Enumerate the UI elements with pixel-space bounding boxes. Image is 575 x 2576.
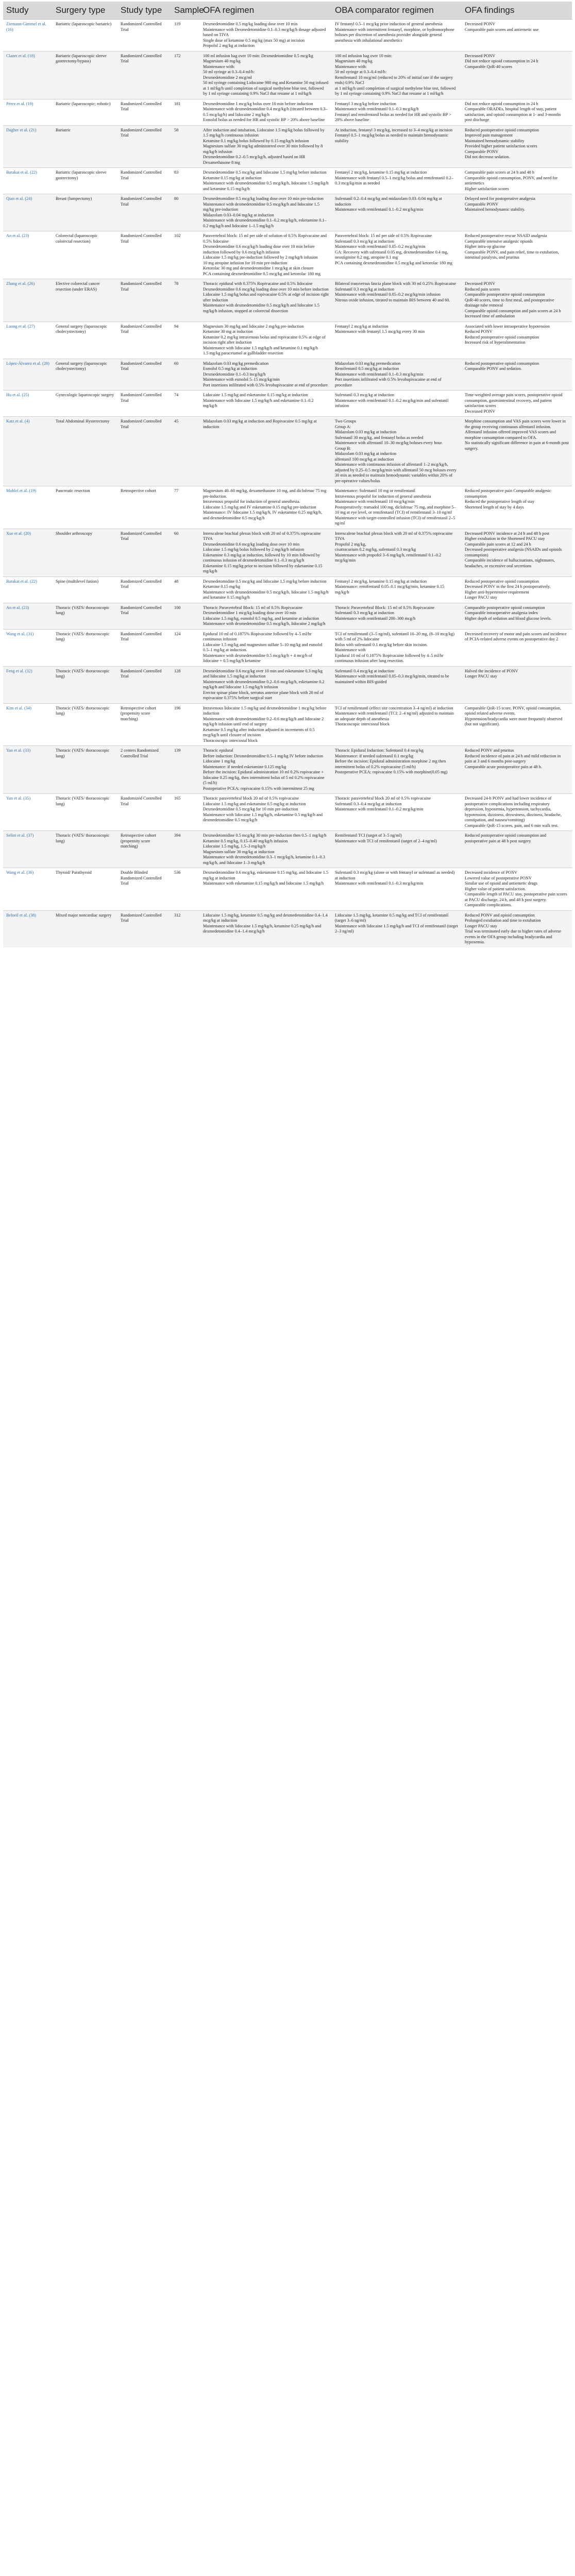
study-cell[interactable]: Hu et al. (25) [3, 391, 53, 417]
ofa-regimen-cell: Dexmedetomidine 0.5 mcg/kg loading dose over 10 min pre-induction Maintenance with dexmedetomidine 0.5 mcg/kg/h and lidocaine 1.5 mg/kg pre-induction Midazolam 0.03–0.04 mg/kg at induction Maintenance with dexmedetomidine 0.1–0.2 mcg/kg/h, esketamine 0.1–0.2 mg/kg/h and lidocaine 1–1.5 mg/kg/h [200, 194, 332, 231]
ofa-findings-cell: Delayed need for postoperative analgesia Comparable PONV Maintained hemodynamic stability. [462, 194, 572, 231]
study-cell[interactable]: Feng et al. (32) [3, 666, 53, 703]
sample-cell: 60 [171, 359, 200, 391]
table-row [3, 168, 572, 194]
study-type-cell: Retrospective cohort (propensity score matching) [117, 703, 171, 746]
ofa-regimen-cell: Dexmedetomidine 0.5 mcg/kg and lidocaine 1.5 mg/kg before induction Ketamine 0.15 mg/kg at induction Maintenance with dexmedetomidine 0.5 mcg/kg/h, lidocaine 1.5 mg/kg/h and ketamine 0.15 mg/kg/h [200, 168, 332, 194]
ofa-regimen-cell: Dexmedetomidine 0.6 mcg/kg over 10 min and esketamine 0.3 mg/kg and lidocaine 1.5 mg/kg at induction Maintenance with dexmedetomidine 0.2–0.6 mcg/kg/h, esketamine 0.2 mg/kg/h and lidocaine 1.5 mg/kg/h infusion Erector spinae plane block, serratus anterior plane block with 20 ml of ropivacaine 0.375% before surgical start [200, 666, 332, 703]
study-cell[interactable]: Barakat et al. (22) [3, 168, 53, 194]
ofa-findings-cell: Reduced PONV and opioid consumption Prolonged extubation and time to extubation Longer PACU stay Trial was terminated early due to higher rates of adverse events in the OFA group including bradycardia and hypoxemia. [462, 910, 572, 947]
study-type-cell: Randomized Controlled Trial [117, 529, 171, 577]
surgery-type-cell: General surgery (laparoscopic cholecystectomy) [53, 359, 117, 391]
study-type-cell: Randomized Controlled Trial [117, 391, 171, 417]
oba-regimen-cell: Midazolam 0.03 mg/kg premedication Remifentanil 0.5 mcg/kg at induction Maintenance with remifentanil 0.1–0.3 mcg/kg/min Port insertions infiltrated with 0.5% levobupivacaine at end of procedure [332, 359, 462, 391]
study-cell[interactable]: Yan et al. (35) [3, 794, 53, 831]
ofa-regimen-cell: 100 ml infusion bag over 10 min: Dexmedetomidine 0.5 mcg/kg Magnesium 40 mg/kg Maintenance with: 50 ml syringe at 0.3–0.4 ml/h: Dexmedetomidine 2 mcg/ml 50 ml syringe containing Lidocaine 980 mg and Ketamine 50 mg infused at 1 ml/kg/h until completion of surgical methylene blue test, followed by 1 ml syringe containing 0.9% NaCl that resume at 1 ml/kg/h [200, 51, 332, 99]
oba-regimen-cell: Sufentanil 0.3 mcg/kg at induction Maintenance with remifentanil 0.1–0.2 mcg/kg/min and sufentanil infusion [332, 391, 462, 417]
surgery-type-cell: Breast (lumpectomy) [53, 194, 117, 231]
ofa-findings-cell: Morphine consumption and VAS pain scores were lower in the group receiving continuous alfentanil infusion. Alfentanil infusion offered improved VAS scores and morphine consumption compared to OFA. No statistically significant difference in pain at 6-month post surgery. [462, 417, 572, 486]
study-cell[interactable]: Wang et al. (36) [3, 868, 53, 911]
surgery-type-cell: Shoulder arthroscopy [53, 529, 117, 577]
study-type-cell: Randomized Controlled Trial [117, 231, 171, 279]
study-cell[interactable]: Mohlel et al. (19) [3, 486, 53, 529]
surgery-type-cell: Gynecologic laparoscopic surgery [53, 391, 117, 417]
study-cell[interactable]: Wang et al. (31) [3, 629, 53, 666]
oba-regimen-cell: Maintenance: Sufentanil 10 mg or remifentanil Intravenous propofol for induction of general anesthesia Maintenance with remifentanil 10 mcg/kg/min Postoperatively: tramadol 100 mg, diclofenac 75 mg, and morphine 5–10 mg at eye level, or remifentanil (TCI) of remifentanil 3–10 ng/ml Maintenance with target-controlled infusion (TCI) of remifentanil 2–5 ng/ml [332, 486, 462, 529]
ofa-findings-cell: Decreased 24-h PONV and had lower incidence of postoperative complications including respiratory depression, hypoxemia, hypertension, tachycardia, hypotension, dizziness, drowsiness, dizziness, headache, constipation, and nausea/vomiting) Comparable QoR-15 scores, pain, and 6 min walk test. [462, 794, 572, 831]
header-study: Study [3, 2, 53, 20]
sample-cell: 124 [171, 629, 200, 666]
ofa-findings-cell: Decreased PONV incidence at 24 h and 48 h post Higher extubation in the Shortened PACU stay Comparable pain scores at 12 and 24 h Decreased postoperative analgesia (NSAIDs and opioids consumption) Comparable incidence of hallucinations, nightmares, headaches, or excessive oral secretions [462, 529, 572, 577]
table-row [3, 486, 572, 529]
study-cell[interactable]: An et al. (23) [3, 603, 53, 629]
study-type-cell: Double Blinded Randomized Controlled Trial [117, 868, 171, 911]
ofa-findings-cell: Reduced postoperative pain Comparable analgesic consumption Reduced the postoperative length of stay Shortened length of stay by 4 days [462, 486, 572, 529]
sample-cell: 74 [171, 391, 200, 417]
surgery-type-cell: Bariatric (laparoscopic; robotic) [53, 99, 117, 125]
study-type-cell: Randomized Controlled Trial [117, 417, 171, 486]
studies-table [3, 2, 572, 947]
table-row [3, 20, 572, 52]
surgery-type-cell: Thoracic (VATS/ thoracoscopic lung) [53, 831, 117, 868]
study-type-cell: Randomized Controlled Trial [117, 629, 171, 666]
ofa-findings-cell: Comparable QoR-15 score, PONV, opioid consumption, opioid related adverse events. Hypotension/bradycardia were more frequently observed (but not significant). [462, 703, 572, 746]
sample-cell: 139 [171, 746, 200, 794]
ofa-findings-cell: Decreased recovery of motor and pain scores and incidence of PCIA-related adverse events on postoperative day 2 [462, 629, 572, 666]
table-row [3, 391, 572, 417]
oba-regimen-cell: Thoracic Paravertebral Block: 15 ml of 0.5% Ropivacaine Sufentanil 0.3 mcg/kg at induction Maintenance with remifentanil 200–300 mcg/h [332, 603, 462, 629]
study-cell[interactable]: An et al. (23) [3, 231, 53, 279]
surgery-type-cell: Thoracic (VATS/ thoracoscopic lung) [53, 603, 117, 629]
oba-regimen-cell: Lidocaine 1.5 mg/kg, ketamine 0.5 mg/kg and TCI of remifentanil (target 3–6 ng/ml) Maintenance with lidocaine 1.5 mg/kg/h and TCI of remifentanil (target 2–3 ng/ml) [332, 910, 462, 947]
study-cell[interactable]: Luong et al. (27) [3, 321, 53, 359]
ofa-regimen-cell: Magnesium 40–60 mg/kg, dexamethasone 10 mg, and diclofenac 75 mg pre-induction. Intravenous propofol for induction of general anesthesia. Lidocaine 1.5 mg/kg and IV esketamine 0.15 mg/kg pre-induction Maintenance: IV lidocaine 1.5 mg/kg/h, IV esketamine 0.25 mg/kg/h, and dexmedetomidine 0.5 mcg/kg/h [200, 486, 332, 529]
table-row [3, 125, 572, 168]
study-type-cell: Retrospective cohort [117, 486, 171, 529]
oba-regimen-cell: 100 ml infusion bag over 10 min: Magnesium 40 mg/kg Maintenance with: 50 ml syringe at 0.3–0.4 ml/h: Remifentanil 10 mcg/ml (reduced to 20% of initial rate if the surgery ends) 0.9% NaCl at 1 ml/kg/h until completion of surgical methylene blue test, followed by 1 ml syringe containing 0.9% NaCl that resume at 1 ml/kg/h [332, 51, 462, 99]
table-row [3, 629, 572, 666]
surgery-type-cell: Thoracic (VATS/ thoracoscopic lung) [53, 629, 117, 666]
table-row [3, 703, 572, 746]
study-type-cell: Randomized Controlled Trial [117, 794, 171, 831]
ofa-regimen-cell: Magnesium 30 mg/kg and lidocaine 2 mg/kg pre-induction Ketamine 30 mg at induction Ketamine 0.2 mg/kg intravenous bolus and ropivacaine 0.5% at edge of incision right after induction Maintenance with lidocaine 1.5 mg/kg/h and ketamine 0.1 mg/kg/h 1.5 mg/kg paracetamol at gallbladder resection [200, 321, 332, 359]
sample-cell: 312 [171, 910, 200, 947]
sample-cell: 128 [171, 666, 200, 703]
study-cell[interactable]: Pérez et al. (19) [3, 99, 53, 125]
ofa-regimen-cell: Lidocaine 1.5 mg/kg, ketamine 0.5 mg/kg and dexmedetomidine 0.4–1.4 mcg/kg at induction Maintenance with lidocaine 1.5 mg/kg/h, ketamine 0.25 mg/kg/h and dexmedetomidine 0.4–1.4 mcg/kg/h [200, 910, 332, 947]
ofa-findings-cell: Reduced postoperative opioid consumption Decreased PONV in the first 24 h postoperatively. Higher anti-hypertensive requirement Longer PACU stay [462, 577, 572, 603]
study-type-cell: Retrospective cohort (propensity score matching) [117, 831, 171, 868]
table-row [3, 794, 572, 831]
ofa-regimen-cell: Interscalene brachial plexus block with 20 ml of 0.375% ropivacaine TIVA Dexmedetomidine 0.6 mcg/kg loading dose over 10 min Lidocaine 1.5 mg/kg bolus followed by 2 mg/kg/h infusion Esketamine 0.3 mg/kg at induction, followed by 10 min followed by continuous infusion of dexmedetomidine 0.1–0.3 mcg/kg/h Esketamine 0.15 mg/kg prior to incision followed by esketamine 0.15 mg/kg/h [200, 529, 332, 577]
oba-regimen-cell: TCI of remifentanil (3–5 ng/ml), sufentanil 10–20 mg, (8–10 mcg/kg) with 5 ml of 2% lidocaine Bolus with sufentanil 0.1 mcg/kg before skin incision. Maintenance with Epidural 10 ml of 0.1875% Ropivacaine followed by 4–5 ml/hr continuous infusion after lung resection. [332, 629, 462, 666]
surgery-type-cell: Colorectal (laparoscopic colorectal resection) [53, 231, 117, 279]
study-type-cell: Randomized Controlled Trial [117, 168, 171, 194]
ofa-regimen-cell: Paravertebral block: 15 ml per side of solution of 0.5% Ropivacaine and 0.5% lidocaine Dexmedetomidine 0.6 mcg/kg/h loading dose over 10 min before induction followed by 0.6 mcg/kg/h infusion Lidocaine 1.5 mg/kg pre-induction followed by 2 mg/kg/h infusion 10 mg atropine infusion for 10 min pre-induction Ketorolac 30 mg and dexmedetomidine 1 mcg/kg at skin closure PCA containing dexmedetomidine 0.5 mcg/kg and ketorolac 180 mg [200, 231, 332, 279]
oba-regimen-cell: Sufentanil 0.4 mcg/kg at induction Maintenance with remifentanil 0.05–0.3 mcg/kg/min, titrated to be maintained within BIS-guided [332, 666, 462, 703]
ofa-findings-cell: Decreased PONV Comparable pain scores and antiemetic use [462, 20, 572, 52]
surgery-type-cell: Pancreatic resection [53, 486, 117, 529]
study-type-cell: Randomized Controlled Trial [117, 99, 171, 125]
surgery-type-cell: Spine (multilevel fusion) [53, 577, 117, 603]
header-ofa-findings: OFA findings [462, 2, 572, 20]
ofa-findings-cell: Comparable postoperative opioid consumption Comparable intraoperative analgesia index Higher depth of sedation and blood glucose levels. [462, 603, 572, 629]
ofa-regimen-cell: Thoracic epidural with 0.375% Ropivacaine and 0.5% lidocaine Dexmedetomidine 0.6 mcg/kg loading dose over 10 min before induction Lidocaine 1.5 mg/kg bolus and ropivacaine 0.5% at edge of incision right after induction Maintenance with dexmedetomidine 0.5 mcg/kg/h and lidocaine 1.5 mg/kg/h infusion, stopped at colorectal dissection [200, 279, 332, 322]
study-type-cell: Randomized Controlled Trial [117, 321, 171, 359]
ofa-regimen-cell: Midazolam 0.03 mg/kg premedication Esmolol 0.5 mg/kg at induction Dexmedetomidine 0.1–0.3 mcg/kg/h Maintenance with esmolol 5–15 mcg/kg/min Port insertions infiltrated with 0.5% levobupivacaine at end of procedure [200, 359, 332, 391]
ofa-regimen-cell: Midazolam 0.03 mg/kg at induction and Ropivacaine 0.5 mg/kg at induction [200, 417, 332, 486]
surgery-type-cell: Thyroid/ Parathyroid [53, 868, 117, 911]
ofa-findings-cell: Reduced postoperative opioid consumption and postoperative pain at 48 h post surgery [462, 831, 572, 868]
surgery-type-cell: General surgery (laparoscopic cholecystectomy) [53, 321, 117, 359]
ofa-findings-cell: Comparable pain scores at 24 h and 48 h Comparable opioid consumption, PONV, and need for antiemetics Higher satisfaction scores [462, 168, 572, 194]
study-cell[interactable]: López-Álvarez et al. (28) [3, 359, 53, 391]
study-cell[interactable]: Yan et al. (33) [3, 746, 53, 794]
surgery-type-cell: Bariatric (laparoscopic sleeve gastrectomy/bypass) [53, 51, 117, 99]
oba-regimen-cell: Thoracic paravertebral block 20 ml of 0.5% ropivacaine Sufentanil 0.3–0.4 mcg/kg at induction Maintenance with remifentanil 0.1–0.2 mcg/kg/min [332, 794, 462, 831]
ofa-regimen-cell: Dexmedetomidine 0.5 mcg/kg 30 min pre-induction then 0.5–1 mg/kg/h Ketamine 0.5 mg/kg, 0.15–0.40 mg/kg/h infusion Lidocaine 1.5 mg/kg, 1.5–3 mg/kg/h Magnesium sulfate 30 mg/kg at induction Maintenance with dexmedetomidine 0.3–1 mcg/kg/h, ketamine 0.1–0.3 mg/kg/h, and lidocaine 1–3 mg/kg/h [200, 831, 332, 868]
ofa-regimen-cell: Thoracic epidural Before induction: Dexmedetomidine 0.5–1 mg/kg IV before induction Lidocaine 1 mg/kg Maintenance: if needed esketamine 0.125 mg/kg Before the incision: Epidural administration 10 ml 0.2% ropivacaine + lidocaine 0.25 mg/kg, then intermittent bolus of 5 ml 0.2% ropivacaine (5 ml/h) Postoperative PCEA: ropivacaine 0.15% with intermittent 25 mg [200, 746, 332, 794]
study-type-cell: Randomized Controlled Trial [117, 20, 171, 52]
ofa-regimen-cell: Dexmedetomidine 0.5 mg/kg loading dose over 10 min Maintenance with Dexmedetomidine 0.1–0.3 mcg/kg/h dosage adjusted based on TIVA Single dose of ketamine 0.5 mg/kg (max 50 mg) at incision Propofol 2 mg/kg at induction [200, 20, 332, 52]
table-row [3, 603, 572, 629]
oba-regimen-cell: Paravertebral block: 15 ml per side of 0.5% Ropivacaine Sufentanil 0.3 mcg/kg at induction Maintenance with remifentanil 0.05–0.2 mcg/kg/min GA: Recovery with sufentanil 0.05 mg, dexmedetomidine 0.4 mg, neostigmine 0.2 mg, atropine 0.1 mg PCA containing dexmedetomidine 0.5 mcg/kg and ketorolac 180 mg [332, 231, 462, 279]
oba-regimen-cell: Remifentanil TCI (target of 3–5 ng/ml) Maintenance with TCI of remifentanil (target of 2–4 ng/ml) [332, 831, 462, 868]
study-cell[interactable]: Xue et al. (20) [3, 529, 53, 577]
table-row [3, 666, 572, 703]
sample-cell: 45 [171, 417, 200, 486]
table-row [3, 279, 572, 322]
header-study-type: Study type [117, 2, 171, 20]
ofa-findings-cell: Reduced postoperative opioid consumption Improved pain management Maintained hemodynamic stability Provided higher patient satisfaction scores Comparable PONV Did not decrease sedation. [462, 125, 572, 168]
table-row [3, 417, 572, 486]
ofa-findings-cell: Reduced postoperative opioid consumption Comparable PONV and sedation. [462, 359, 572, 391]
surgery-type-cell: Thoracic (VATS/ thoracoscopic lung) [53, 703, 117, 746]
study-type-cell: Randomized Controlled Trial [117, 125, 171, 168]
surgery-type-cell: Thoracic (VATS/ thoracoscopic lung) [53, 794, 117, 831]
study-cell[interactable]: Katz et al. (4) [3, 417, 53, 486]
table-body [3, 20, 572, 947]
sample-cell: 100 [171, 603, 200, 629]
table-row [3, 529, 572, 577]
study-type-cell: Randomized Controlled Trial [117, 603, 171, 629]
oba-regimen-cell: Fentanyl 2 mcg/kg, ketamine 0.15 mg/kg at induction Maintenance with fentanyl 0.5–1 mcg/kg bolus and remifentanil 0.2–0.3 mcg/kg/min as needed [332, 168, 462, 194]
sample-cell: 102 [171, 231, 200, 279]
study-type-cell: Randomized Controlled Trial [117, 359, 171, 391]
study-type-cell: Randomized Controlled Trial [117, 194, 171, 231]
surgery-type-cell: Bariatric (laparoscopic bariatric) [53, 20, 117, 52]
surgery-type-cell: Thoracic (VATS/ thoracoscopic lung) [53, 666, 117, 703]
ofa-findings-cell: Associated with lower intraoperative hypotension Reduced PONV Reduced postoperative opioid consumption Increased risk of hyperalimentation [462, 321, 572, 359]
table-row [3, 746, 572, 794]
ofa-regimen-cell: Lidocaine 1.5 mg/kg and esketamine 0.15 mg/kg at induction Maintenance with lidocaine 1.5 mg/kg/h and esketamine 0.1–0.2 mg/kg/h [200, 391, 332, 417]
study-cell[interactable]: Zhang et al. (26) [3, 279, 53, 322]
table-row [3, 868, 572, 911]
sample-cell: 94 [171, 321, 200, 359]
oba-regimen-cell: Two Groups Group A: Midazolam 0.03 mg/kg at induction Sufentanil 30 mcg/kg, and fentanyl bolus as needed Maintenance with alfentanil 10–30 mcg/kg boluses every hour. Group B: Midazolam 0.03 mg/kg at induction alfentanil 100 mcg/kg at induction Maintenance with continuous infusion of alfentanil 1–2 mcg/kg/h, adjusted by 0.25–0.5 mcg/kg/min with alfentanil 50 mcg boluses every 30 min as needed to maintain hemodynamic variables within 20% of pre-operative values/bolus [332, 417, 462, 486]
ofa-regimen-cell: Epidural 10 ml of 0.1875% Ropivacaine followed by 4–5 ml/hr continuous infusion Lidocaine 1.5 mg/kg and magnesium sulfate 5–10 mg/kg and esmolol 0.5–1 mg/kg at induction. Maintenance with dexmedetomidine 0.5 mcg/kg/h + 4 mcg/h of lidocaine + 0.5 mg/kg/h ketamine [200, 629, 332, 666]
ofa-regimen-cell: Intravenous lidocaine 1.5 mg/kg and dexmedetomidine 1 mcg/kg before induction Maintenance with dexmedetomidine 0.2–0.6 mcg/kg/h and lidocaine 2 mg/kg/h infusion until end of surgery Ketamine 0.5 mg/kg after induction adjusted in increments of 0.5 mcg/kg/h until closure of incision Thoracoscopic intercostal block [200, 703, 332, 746]
sample-cell: 119 [171, 20, 200, 52]
ofa-findings-cell: Time-weighted average pain scores, postoperative opioid consumption, gastrointestinal recovery, and patient satisfaction scores Decreased PONV [462, 391, 572, 417]
oba-regimen-cell: Fentanyl 3 mcg/kg before induction Maintenance with remifentanil 0.1–0.3 mcg/kg/h Fentanyl and remifentanil bolus as needed for HR and systolic BP > 20% above baseline [332, 99, 462, 125]
oba-regimen-cell: Sufentanil 0.2–0.4 mcg/kg and midazolam 0.03–0.04 mg/kg at induction Maintenance with remifentanil 0.1–0.2 mcg/kg/min [332, 194, 462, 231]
header-ofa-regimen: OFA regimen [200, 2, 332, 20]
study-cell[interactable]: Clanet et al. (18) [3, 51, 53, 99]
study-type-cell: Randomized Controlled Trial [117, 666, 171, 703]
oba-regimen-cell: Bilateral transversus fascia plane block with 30 ml 0.25% Ropivacaine Sufentanil 0.3 mcg/kg at induction Maintenance with remifentanil 0.05–0.2 mcg/kg/min infusion Nitrous oxide infusion, titrated to maintain BIS between 40 and 60. [332, 279, 462, 322]
study-cell[interactable]: Beloeil et al. (38) [3, 910, 53, 947]
ofa-findings-cell: Decreased PONV Reduced pain scores Comparable postoperative opioid consumption QoR-40 scores, time to first meal, and postoperative drainage tube removal Comparable opioid consumption and pain scores at 24 h Increased time of ambulation [462, 279, 572, 322]
ofa-findings-cell: Reduced PONV and pruritus Reduced incidence of pain at 24 h and mild reduction in pain at 3 and 6 months post-surgery Comparable acute postoperative pain at 48 h. [462, 746, 572, 794]
study-cell[interactable]: Ziemann-Gimmel et al. (16) [3, 20, 53, 52]
study-cell[interactable]: Barakat et al. (22) [3, 577, 53, 603]
study-type-cell: Randomized Controlled Trial [117, 51, 171, 99]
ofa-regimen-cell: Dexmedetomidine 0.6 mcg/kg, esketamine 0.15 mg/kg, and lidocaine 1.5 mg/kg at induction Maintenance with esketamine 0.15 mg/kg/h and lidocaine 1.5 mg/kg/h [200, 868, 332, 911]
sample-cell: 60 [171, 529, 200, 577]
surgery-type-cell: Elective colorectal cancer resection (under ERAS) [53, 279, 117, 322]
oba-regimen-cell: Interscalene brachial plexus block with 20 ml of 0.375% ropivacaine TIVA Propofol 2 mg/kg, cisatracurium 0.2 mg/kg, sufentanil 0.3 mcg/kg Maintenance with propofol 3–6 mg/kg/h, remifentanil 0.1–0.2 mcg/kg/min [332, 529, 462, 577]
sample-cell: 48 [171, 577, 200, 603]
study-type-cell: Randomized Controlled Trial [117, 910, 171, 947]
ofa-findings-cell: Halved the incidence of PONV Longer PACU stay [462, 666, 572, 703]
surgery-type-cell: Thoracic (VATS/ thoracoscopic lung) [53, 746, 117, 794]
sample-cell: 83 [171, 168, 200, 194]
ofa-findings-cell: Reduced postoperative rescue NSAID analgesia Comparable intensive analgesic opioids Higher intra-op glucose Comparable PONV, and pain relief, time to extubation, intestinal paralysis, and pruritus [462, 231, 572, 279]
sample-cell: 394 [171, 831, 200, 868]
header-surgery-type: Surgery type [53, 2, 117, 20]
table-row [3, 910, 572, 947]
table-row [3, 831, 572, 868]
table-row [3, 577, 572, 603]
ofa-findings-cell: Decreased incidence of PONV Lowered value of postoperative PONV Similar use of opioid and antiemetic drugs Higher value of patient satisfaction. Comparable length of PACU stay, postoperative pain scores at PACU discharge, 24 h, and 48 h post surgery. Comparable complications. [462, 868, 572, 911]
table-row [3, 231, 572, 279]
table-row [3, 194, 572, 231]
sample-cell: 77 [171, 486, 200, 529]
header-sample: Sample [171, 2, 200, 20]
oba-regimen-cell: Fentanyl 2 mcg/kg, ketamine 0.15 mg/kg at induction Maintenance: remifentanil 0.05–0.1 mcg/kg/min, ketamine 0.15 mg/kg/h [332, 577, 462, 603]
surgery-type-cell: Bariatric [53, 125, 117, 168]
study-cell[interactable]: Qian et al. (24) [3, 194, 53, 231]
surgery-type-cell: Bariatric (laparoscopic sleeve gastrectomy) [53, 168, 117, 194]
oba-regimen-cell: IV fentanyl 0.5–1 mcg/kg prior induction of general anesthesia Maintenance with intermittent fentanyl, morphine, or hydromorphone boluses per discretion of anesthesia provider alongside general anesthesia with inhalational anesthetics [332, 20, 462, 52]
surgery-type-cell: Total Abdominal Hysterectomy [53, 417, 117, 486]
surgery-type-cell: Mixed major noncardiac surgery [53, 910, 117, 947]
header-row [3, 2, 572, 20]
study-type-cell: Randomized Controlled Trial [117, 279, 171, 322]
ofa-findings-cell: Decreased PONV Did not reduce opioid consumption in 24 h Comparable QoR-40 scores [462, 51, 572, 99]
oba-regimen-cell: Thoracic Epidural Induction: Sufentanil 0.4 mcg/kg Maintenance: if needed sufentanil 0.1 mcg/kg Before the incision: Epidural administration morphine 2 mg then intermittent bolus of 0.2% ropivacaine (5 ml/h) Postoperative PCEA: ropivacaine 0.15% with morphine(0.05 mg) [332, 746, 462, 794]
study-cell[interactable]: Kim et al. (34) [3, 703, 53, 746]
table-row [3, 99, 572, 125]
sample-cell: 165 [171, 794, 200, 831]
study-type-cell: 2 centers Randomized Controlled Trial [117, 746, 171, 794]
table-row [3, 359, 572, 391]
ofa-findings-cell: Did not reduce opioid consumption in 24 h Comparable ORADEs, hospital length of stay, patient satisfaction, and opioid consumption at 1- and 3-months post discharge [462, 99, 572, 125]
sample-cell: 58 [171, 125, 200, 168]
ofa-regimen-cell: Dexmedetomidine 0.5 mcg/kg and lidocaine 1.5 mg/kg before induction Ketamine 0.15 mg/kg Maintenance with dexmedetomidine 0.5 mcg/kg/h, lidocaine 1.5 mg/kg/h and ketamine 0.15 mg/kg/h [200, 577, 332, 603]
ofa-regimen-cell: Dexmedetomidine 1 mcg/kg bolus over 10 min before induction Maintenance with dexmedetomidine 0.4 mcg/kg/h (titrated between 0.3–0.5 mcg/kg/h) and lidocaine 2 mg/kg/h Esmolol bolus as needed for HR and systolic BP > 20% above baseline [200, 99, 332, 125]
oba-regimen-cell: At induction, fentanyl 3 mcg/kg, increased to 3–4 mcg/kg at incision Fentanyl 0.5–1 mcg/kg bolus as needed to maintain hemodynamic stability [332, 125, 462, 168]
sample-cell: 80 [171, 194, 200, 231]
oba-regimen-cell: Sufentanil 0.3 mcg/kg (alone or with fentanyl or sufentanil as needed) at induction Maintenance with remifentanil 0.1–0.3 mcg/kg/min [332, 868, 462, 911]
oba-regimen-cell: Fentanyl 2 mcg/kg at induction Maintenance with fentanyl 1.5 mcg/kg every 30 min [332, 321, 462, 359]
ofa-regimen-cell: Thoracic paravertebral block 20 ml of 0.5% ropivacaine Lidocaine 1.5 mg/kg and esketamine 0.5 mg/kg at induction Dexmedetomidine 0.5 mcg/kg for 10 min pre-induction Maintenance with lidocaine 1.5 mg/kg/h, esketamine 0.5 mg/kg/h and dexmedetomidine 0.5 mcg/kg/h [200, 794, 332, 831]
study-type-cell: Randomized Controlled Trial [117, 577, 171, 603]
study-cell[interactable]: Selim et al. (37) [3, 831, 53, 868]
sample-cell: 78 [171, 279, 200, 322]
table-row [3, 51, 572, 99]
sample-cell: 172 [171, 51, 200, 99]
table-row [3, 321, 572, 359]
ofa-regimen-cell: After induction and intubation, Lidocaine 1.5 mg/kg bolus followed by 1.5 mg/kg/h continuous infusion Ketamine 0.1 mg/kg bolus followed by 0.15 mg/kg/h infusion Magnesium sulfate 30 mg/kg administered over 30 min followed by 8 mg/kg/h infusion Dexmedetomidine 0.2–0.5 mcg/kg/h, adjusted based on HR Dexamethasone 8 mg [200, 125, 332, 168]
sample-cell: 181 [171, 99, 200, 125]
header-oba-regimen: OBA comparator regimen [332, 2, 462, 20]
ofa-regimen-cell: Thoracic Paravertebral Block: 15 ml of 0.5% Ropivacaine Dexmedetomidine 1 mcg/kg loading dose over 10 min Lidocaine 1.5 mg/kg, esmolol 0.5 mg/kg, and ketamine at induction Maintenance with dexmedetomidine 0.5 mcg/kg/h, lidocaine 2 mg/kg/h [200, 603, 332, 629]
sample-cell: 196 [171, 703, 200, 746]
study-cell[interactable]: Dagher et al. (21) [3, 125, 53, 168]
sample-cell: 536 [171, 868, 200, 911]
oba-regimen-cell: TCI of remifentanil (effect site concentration 3–4 ng/ml) at induction Maintenance with remifentanil (TCI: 2–4 ng/ml) adjusted to maintain an adequate depth of anesthesia Thoracoscopic intercostal block [332, 703, 462, 746]
